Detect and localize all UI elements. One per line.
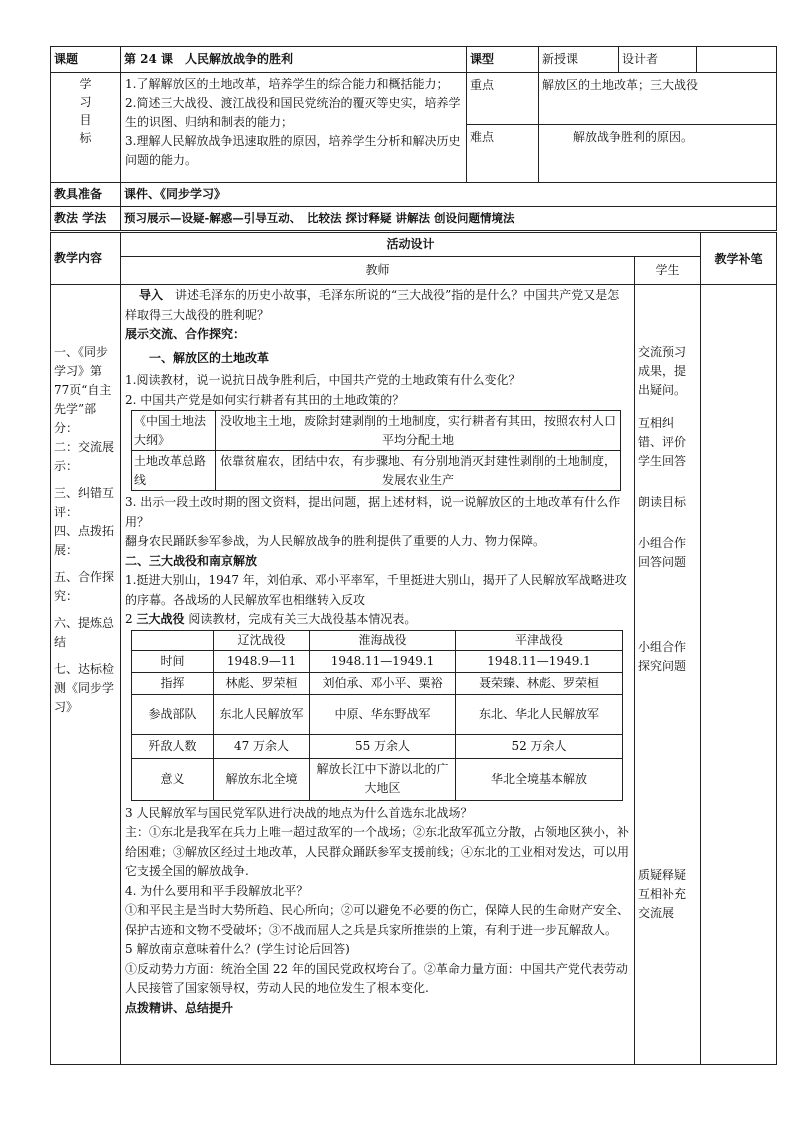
objective-item: 1.了解解放区的土地改革，培养学生的综合能力和概括能力；: [125, 77, 449, 91]
teacher-activities: [121, 285, 635, 1065]
difficulty-label: 难点: [467, 125, 539, 183]
battle-header: 淮海战役: [310, 630, 456, 650]
step-item: 五、合作探究：: [54, 570, 115, 603]
lesson-title: 第 24 课 人民解放战争的胜利: [121, 47, 467, 73]
key-value: 解放区的土地改革；三大战役: [539, 73, 777, 125]
land-table-name: 《中国土地法大纲》: [132, 411, 216, 451]
method-value: 预习展示—设疑-解惑—引导互动、 比较法 探讨释疑 讲解法 创设问题情境法: [121, 207, 777, 231]
summary-heading: 点拨精讲、总结提升: [125, 1000, 234, 1015]
objectives-list: [121, 73, 467, 183]
table-row: 时间 1948.9—11 1948.11—1949.1 1948.11—1949.1: [132, 650, 623, 672]
step-item: 二：交流展示：: [54, 440, 115, 473]
activity-table: [50, 232, 777, 1065]
student-item: 互相纠错、评价学生回答: [638, 416, 687, 468]
difficulty-value: 解放战争胜利的原因。: [539, 125, 777, 183]
answer-nanjing: ①反动势力方面：统治全国 22 年的国民党政权垮台了。②革命力量方面：中国共产党代表劳动人民接管了国家领导权，劳动人民的地位发生了根本变化.: [125, 961, 628, 995]
step-item: 六、提炼总结: [54, 616, 115, 649]
battle-header: 辽沈战役: [214, 630, 310, 650]
objective-item: 2.简述三大战役、渡江战役和国民党统治的覆灭等史实，培养学生的识图、归纳和制表的能力；: [125, 96, 461, 129]
tools-value: 课件、《同步学习》: [121, 183, 777, 207]
intro-label: 导入: [139, 288, 164, 302]
battle-header: 平津战役: [456, 630, 623, 650]
paragraph-dabieshan: 1.挺进大别山，1947 年，刘伯承、邓小平率军，千里挺进大别山，揭开了人民解放军战略进攻的序幕。各战场的人民解放军也相继转入反攻: [125, 573, 627, 607]
step-item: 三、纠错互评：: [54, 486, 115, 519]
answer-beiping: ①和平民主是当时大势所趋、民心所向；②可以避免不必要的伤亡，保障人民的生命财产安全、保护古迹和文物不受破坏；③不战而屈人之兵是兵家所推崇的上策，有利于进一步瓦解敌人。: [125, 903, 630, 937]
table-row: 参战部队 东北人民解放军 中原、华东野战军 东北、华北人民解放军: [132, 694, 623, 734]
notes-column: [701, 285, 777, 1065]
battle-header: [132, 630, 214, 650]
lesson-label: 课题: [51, 47, 121, 73]
key-label: 重点: [467, 73, 539, 125]
student-item: 小组合作 回答问题: [638, 536, 687, 569]
student-activities: [635, 285, 701, 1065]
battles-table: [131, 630, 623, 801]
answer-3: 翻身农民踊跃参军参战，为人民解放战争的胜利提供了重要的人力、物力保障。: [125, 534, 546, 548]
table-row: 指挥 林彪、罗荣桓 刘伯承、邓小平、粟裕 聂荣臻、林彪、罗荣桓: [132, 672, 623, 694]
land-table-name: 土地改革总路线: [132, 451, 216, 491]
student-item: 质疑释疑互相补充交流展: [638, 868, 687, 920]
question-beiping: 4. 为什么要用和平手段解放北平？: [125, 883, 309, 898]
type-label: 课型: [467, 47, 539, 73]
designer-value: [697, 47, 777, 73]
paragraph-three-battles: 2 三大战役 阅读教材，完成有关三大战役基本情况表。: [125, 612, 417, 626]
land-reform-table: [131, 410, 621, 491]
objective-item: 3.理解人民解放战争迅速取胜的原因，培养学生分析和解决历史问题的能力。: [125, 134, 461, 167]
question-2: 2. 中国共产党是如何实行耕者有其田的土地政策的？: [125, 392, 405, 407]
section-heading-battles: 二、三大战役和南京解放: [125, 553, 258, 568]
col-content-header: 教学内容: [51, 233, 121, 285]
designer-label: 设计者: [619, 47, 697, 73]
student-item: 小组合作 探究问题: [638, 640, 687, 673]
col-student-header: 学生: [635, 257, 701, 285]
step-item: 四、点拨拓展：: [54, 524, 115, 557]
section-heading-land-reform: 一、解放区的土地改革: [149, 350, 270, 365]
step-item: 一、《同步学习》第77页“自主先学”部分：: [54, 345, 112, 435]
header-table: [50, 46, 777, 231]
lesson-plan-sheet: [50, 46, 776, 1015]
question-3: 3. 出示一段土改时期的图文资料，提出问题，据上述材料，说一说解放区的土地改革有什么作用？: [125, 495, 621, 529]
table-row: 歼敌人数 47 万余人 55 万余人 52 万余人: [132, 734, 623, 758]
land-table-content: 依靠贫雇农，团结中农，有步骤地、有分别地消灭封建性剥削的土地制度，发展农业生产: [216, 451, 621, 491]
question-northeast: 3 人民解放军与国民党军队进行决战的地点为什么首选东北战场？: [125, 805, 473, 820]
table-row: 意义 解放东北全境 解放长江中下游以北的广大地区 华北全境基本解放: [132, 758, 623, 800]
method-label: 教法 学法: [51, 207, 121, 231]
col-teacher-header: 教师: [121, 257, 635, 285]
student-item: 朗读目标: [638, 495, 687, 509]
question-1: 1.阅读教材，说一说抗日战争胜利后，中国共产党的土地政策有什么变化？: [125, 373, 521, 387]
col-notes-header: 教学补笔: [701, 233, 777, 285]
tools-label: 教具准备: [51, 183, 121, 207]
step-item: 七、达标检测《同步学习》: [54, 662, 115, 714]
question-nanjing: 5 解放南京意味着什么？(学生讨论后回答): [125, 942, 350, 956]
intro-paragraph: 导入 讲述毛泽东的历史小故事，毛泽东所说的“三大战役”指的是什么？中国共产党又是怎样取得三大战役的胜利呢？: [125, 288, 620, 322]
objectives-label: 学 习 目 标: [51, 73, 121, 183]
exchange-heading: 展示交流、合作探究：: [125, 327, 246, 341]
type-value: 新授课: [539, 47, 619, 73]
student-item: 交流预习成果，提出疑问。: [638, 345, 687, 397]
land-table-content: 没收地主土地，废除封建剥削的土地制度，实行耕者有其田，按照农村人口平均分配土地: [216, 411, 621, 451]
teaching-steps: [51, 285, 121, 1065]
col-activity-header: 活动设计: [121, 233, 701, 257]
answer-northeast: 主：①东北是我军在兵力上唯一超过敌军的一个战场；②东北敌军孤立分散，占领地区狭小，补给困难；③解放区经过土地改革，人民群众踊跃参军支援前线；④东北的工业相对发达，可以用它支援全国的解放战争.: [125, 825, 630, 878]
